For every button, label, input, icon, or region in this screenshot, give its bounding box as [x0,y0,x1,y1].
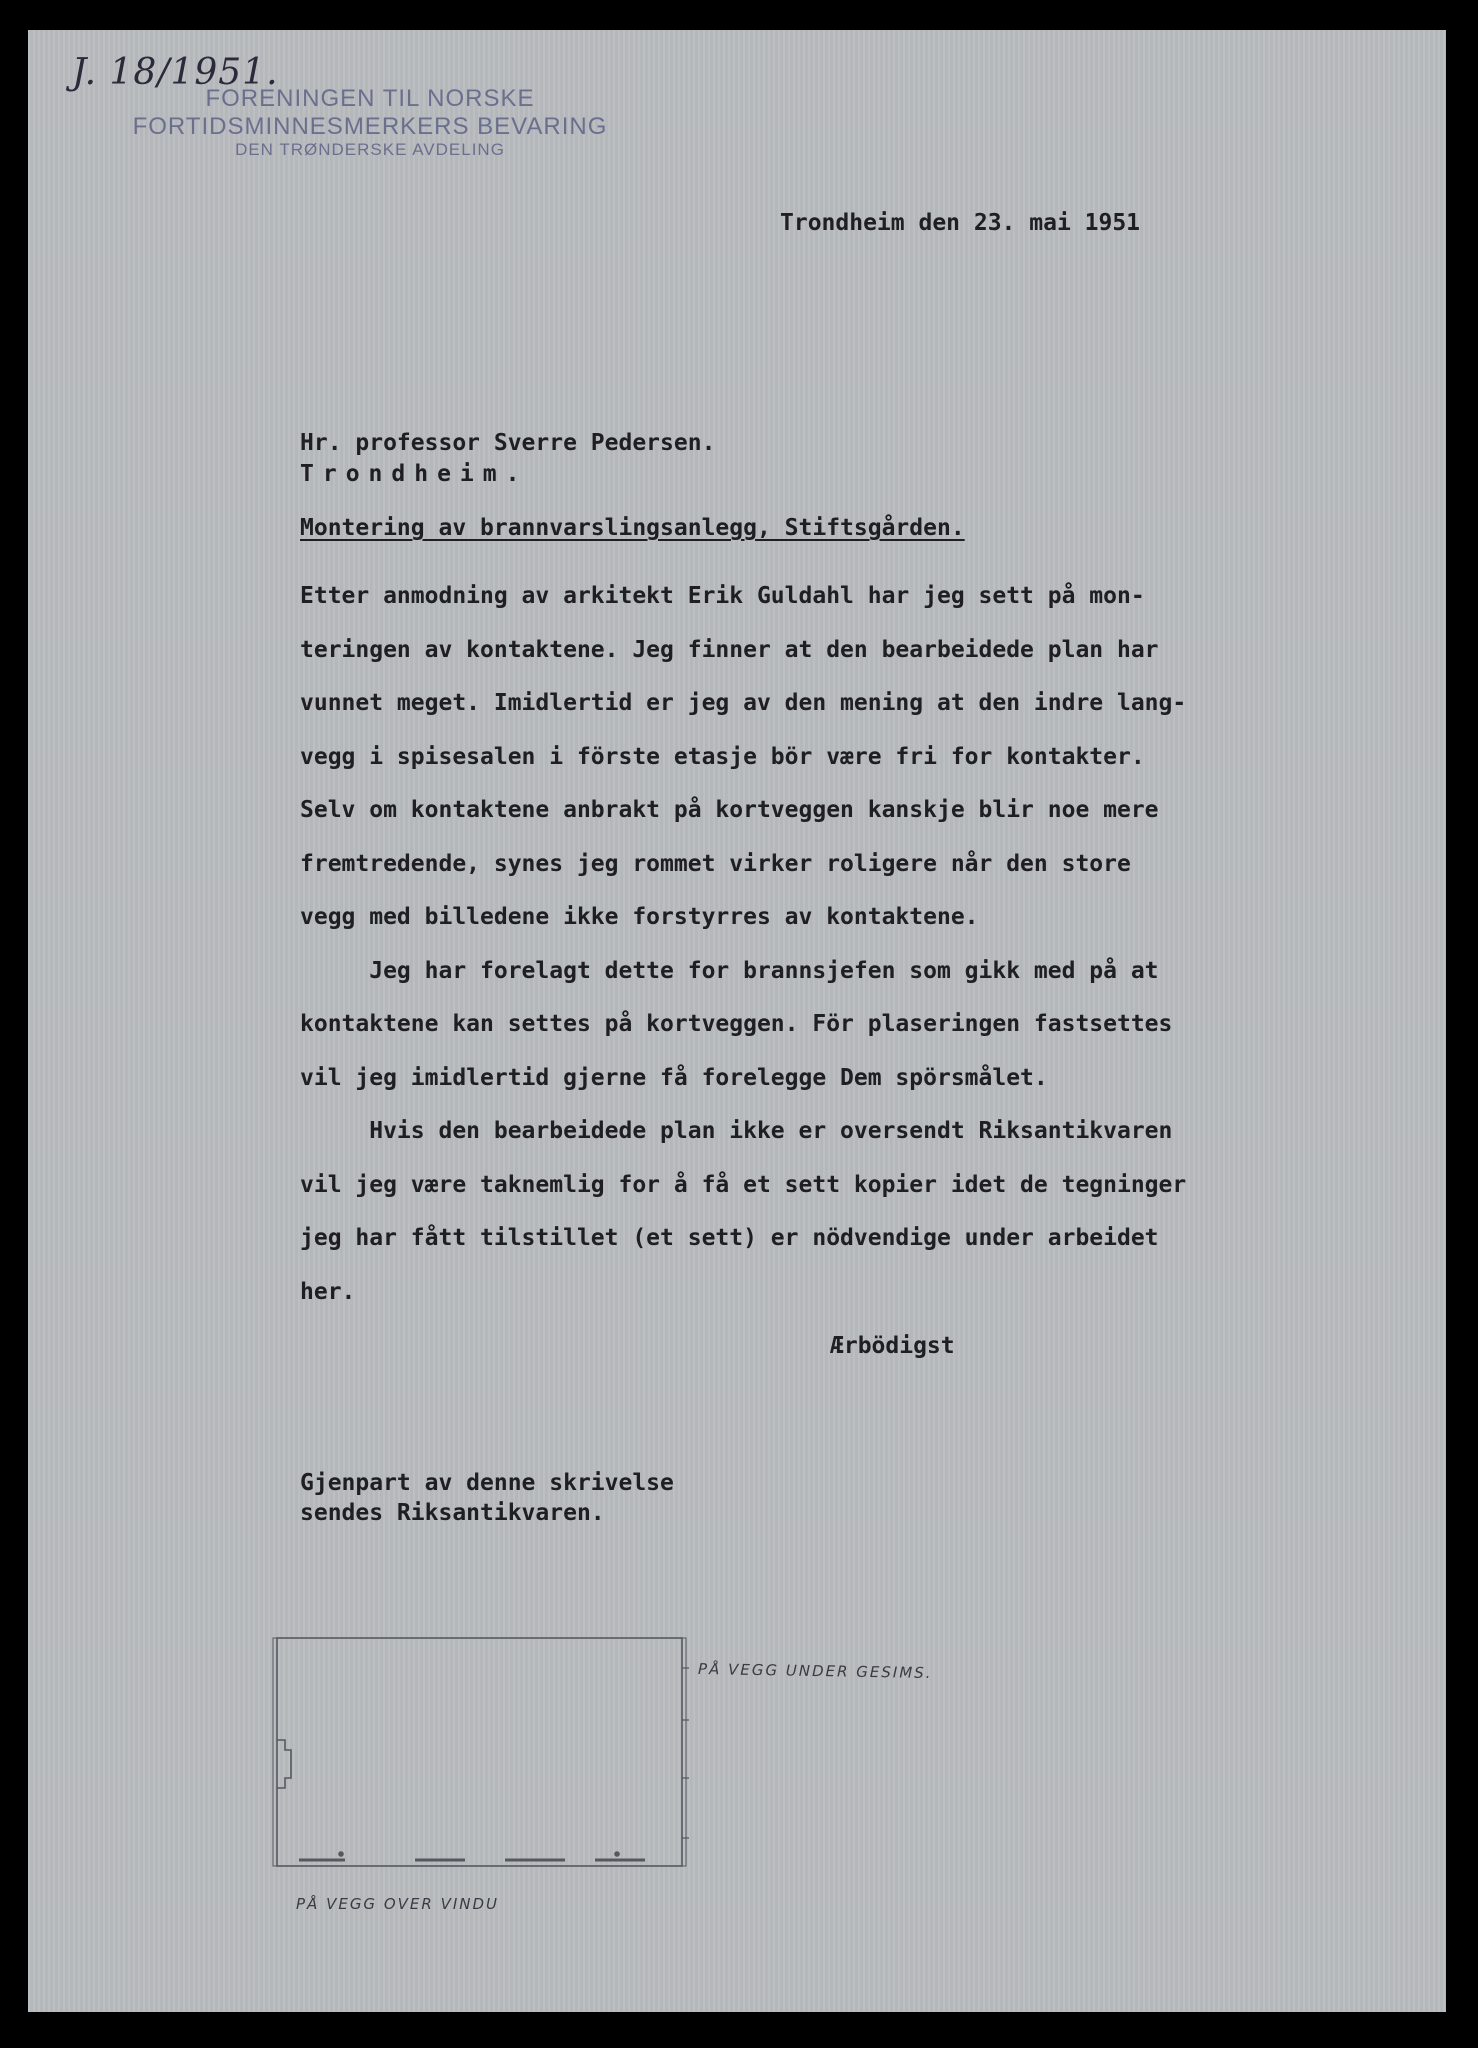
body-line: Etter anmodning av arkitekt Erik Guldahl har jeg sett på mon- [300,583,1145,609]
sketch-note-window: PÅ VEGG OVER VINDU [296,1895,499,1913]
body-line: fremtredende, synes jeg rommet virker roligere når den store [300,850,1131,877]
organization-stamp [110,85,630,160]
room-outline [277,1638,682,1866]
copy-note-line-1: Gjenpart av denne skrivelse [300,1470,674,1496]
body-line: vegg med billedene ikke forstyrres av kontaktene. [300,904,979,930]
stamp-line-1: FORENINGEN TIL NORSKE [205,85,535,112]
fireplace-niche [277,1740,291,1788]
stamp-line-3: DEN TRØNDERSKE AVDELING [235,140,505,160]
body-line: jeg har fått tilstillet (et sett) er nödvendige under arbeidet [300,1225,1159,1251]
copy-note-line-2: sendes Riksantikvaren. [300,1500,605,1526]
body-line: teringen av kontaktene. Jeg finner at den bearbeidede plan har [300,636,1159,663]
letter-body [300,570,1186,1319]
body-line: vunnet meget. Imidlertid er jeg av den mening at den indre lang- [300,690,1187,716]
body-line: vil jeg være taknemlig for å få et sett kopier idet de tegninger [300,1171,1187,1198]
letter-subject: Montering av brannvarslingsanlegg, Stiftsgården. [300,515,965,541]
sketch-note-wall: PÅ VEGG UNDER GESIMS. [697,1659,933,1683]
recipient-city: Trondheim. [300,461,529,487]
body-line: kontaktene kan settes på kortveggen. För plaseringen fastsettes [300,1011,1173,1037]
body-line: Selv om kontaktene anbrakt på kortveggen kanskje blir noe mere [300,797,1159,823]
letter-closing: Ærbödigst [830,1333,955,1359]
body-line: vegg i spisesalen i förste etasje bör være fri for kontakter. [300,743,1145,770]
stamp-line-2: FORTIDSMINNESMERKERS BEVARING [132,112,608,140]
body-line: her. [300,1278,356,1305]
recipient-name: Hr. professor Sverre Pedersen. [300,430,716,456]
body-line: Jeg har forelagt dette for brannsjefen som gikk med på at [300,957,1159,984]
body-line: Hvis den bearbeidede plan ikke er oversendt Riksantikvaren [300,1118,1173,1144]
body-line: vil jeg imidlertid gjerne få forelegge Dem spörsmålet. [300,1064,1048,1091]
room-floor-plan-sketch [265,1628,695,1878]
handwritten-reference: J. 18/1951. [72,52,279,93]
letter-date: Trondheim den 23. mai 1951 [780,210,1141,236]
